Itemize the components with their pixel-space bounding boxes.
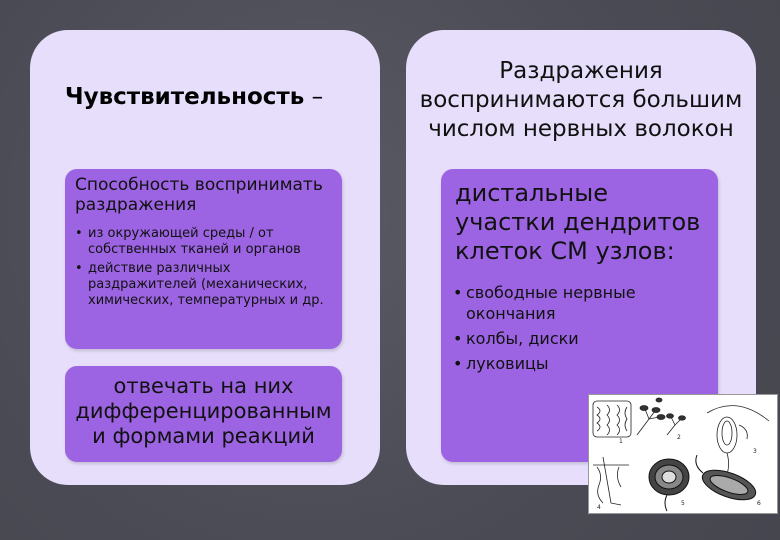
- list-item: • из окружающей среды / от собственных тканей и органов: [75, 226, 337, 258]
- svg-text:6: 6: [757, 500, 761, 507]
- left-title-bold: Чувствительность: [65, 84, 305, 110]
- sensitivity-definition-list: [75, 226, 337, 312]
- svg-text:5: 5: [681, 500, 685, 507]
- svg-text:4: 4: [597, 504, 601, 511]
- sensitivity-definition-box: [65, 169, 342, 349]
- receptor-drawings-icon: [589, 395, 777, 513]
- list-item: • свободные нервные окончания: [453, 282, 708, 324]
- response-box: [65, 366, 342, 462]
- list-item: • колбы, диски: [453, 328, 708, 349]
- right-title: Раздражения воспринимаются большим числом нервных волокон: [419, 58, 743, 142]
- list-item: • луковицы: [453, 353, 708, 374]
- receptors-list: [453, 282, 708, 378]
- receptor-illustration: [588, 394, 778, 514]
- response-text: отвечать на них дифференцированным и формами реакций: [75, 374, 332, 448]
- receptors-heading: дистальные участки дендритов клеток СМ узлов:: [455, 179, 701, 265]
- left-title-dash: –: [304, 84, 324, 110]
- left-title: [65, 84, 375, 110]
- svg-text:1: 1: [619, 438, 623, 445]
- svg-text:2: 2: [677, 434, 681, 441]
- svg-text:3: 3: [753, 448, 757, 455]
- sensitivity-definition-heading: Способность воспринимать раздражения: [75, 175, 323, 215]
- list-item: • действие различных раздражителей (механических, химических, температурных и др.: [75, 261, 337, 309]
